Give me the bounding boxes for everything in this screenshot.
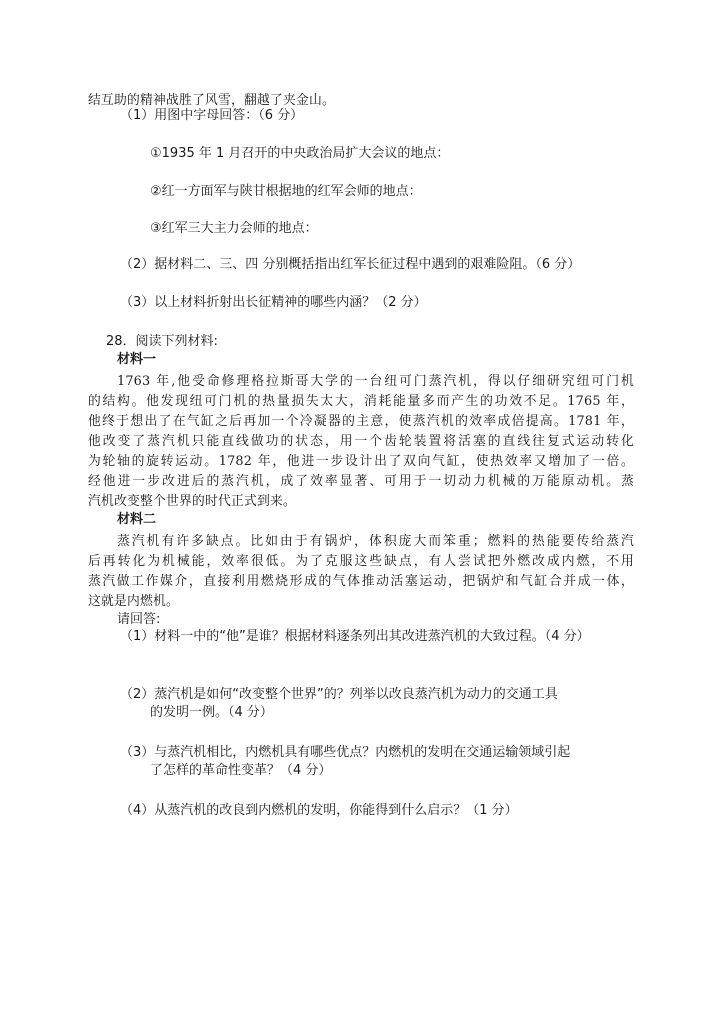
q28-material1-line: 他改变了蒸汽机只能直线做功的状态，用一个齿轮装置将活塞的直线往复式运动转化	[88, 434, 634, 449]
q28-sub3-line2: 了怎样的革命性变革？（4 分）	[150, 763, 332, 778]
q27-sub3: （3）以上材料折射出长征精神的哪些内涵？（2 分）	[120, 295, 427, 310]
q28-heading: 28．阅读下列材料:	[106, 334, 218, 349]
q28-sub1: （1）材料一中的“他”是谁？根据材料逐条列出其改进蒸汽机的大致过程。（4 分）	[120, 629, 590, 644]
q28-material2-title: 材料二	[117, 512, 157, 527]
q28-sub2-line2: 的发明一例。（4 分）	[150, 705, 273, 720]
q28-material1-title: 材料一	[117, 352, 157, 367]
q28-material1-line: 他终于想出了在气缸之后再加一个冷凝器的主意，使蒸汽机的效率成倍提高。1781 年，	[88, 414, 634, 429]
q28-sub3-line1: （3）与蒸汽机相比，内燃机具有哪些优点？内燃机的发明在交通运输领域引起	[120, 745, 571, 760]
q27-sub1-item-2: ②红一方面军与陕甘根据地的红军会师的地点：	[150, 184, 422, 199]
q27-sub2: （2）据材料二、三、四 分别概括指出红军长征过程中遇到的艰难险阻。（6 分）	[120, 257, 581, 272]
q28-material1-line: 为轮轴的旋转运动。1782 年，他进一步设计出了双向气缸，使热效率又增加了一倍。	[88, 454, 634, 469]
q27-sub1: （1）用图中字母回答：（6 分）	[120, 108, 304, 123]
q27-sub1-item-1: ①1935 年 1 月召开的中央政治局扩大会议的地点：	[150, 146, 450, 161]
q28-material1-line: 的结构。他发现纽可门机的热量损失太大，消耗能量多而产生的功效不足。1765 年，	[88, 394, 634, 409]
q28-material2-line: 蒸汽做工作媒介，直接利用燃烧形成的气体推动活塞运动，把锅炉和气缸合并成一体，	[88, 574, 634, 589]
q27-sub1-item-3: ③红军三大主力会师的地点：	[150, 221, 318, 236]
q28-sub4: （4）从蒸汽机的改良到内燃机的发明，你能得到什么启示？（1 分）	[120, 803, 518, 818]
q28-material1-line: 1763 年,他受命修理格拉斯哥大学的一台纽可门蒸汽机，得以仔细研究纽可门机	[117, 374, 634, 389]
q28-material2-line: 这就是内燃机。	[88, 594, 179, 609]
q28-material1-line: 经他进一步改进后的蒸汽机，成了效率显著、可用于一切动力机械的万能原动机。蒸	[88, 474, 634, 489]
q28-material2-line: 蒸汽机有许多缺点。比如由于有锅炉，体积庞大而笨重；燃料的热能要传给蒸汽	[117, 534, 634, 549]
q28-sub2-line1: （2）蒸汽机是如何“改变整个世界”的？列举以改良蒸汽机为动力的交通工具	[120, 687, 558, 702]
q28-prompt: 请回答:	[117, 612, 161, 627]
q28-material2-line: 后再转化为机械能，效率很低。为了克服这些缺点，有人尝试把外燃改成内燃，不用	[88, 554, 634, 569]
q28-material1-line: 汽机改变整个世界的时代正式到来。	[88, 494, 296, 509]
q27-carry-line: 结互助的精神战胜了风雪，翻越了夹金山。	[88, 93, 335, 108]
